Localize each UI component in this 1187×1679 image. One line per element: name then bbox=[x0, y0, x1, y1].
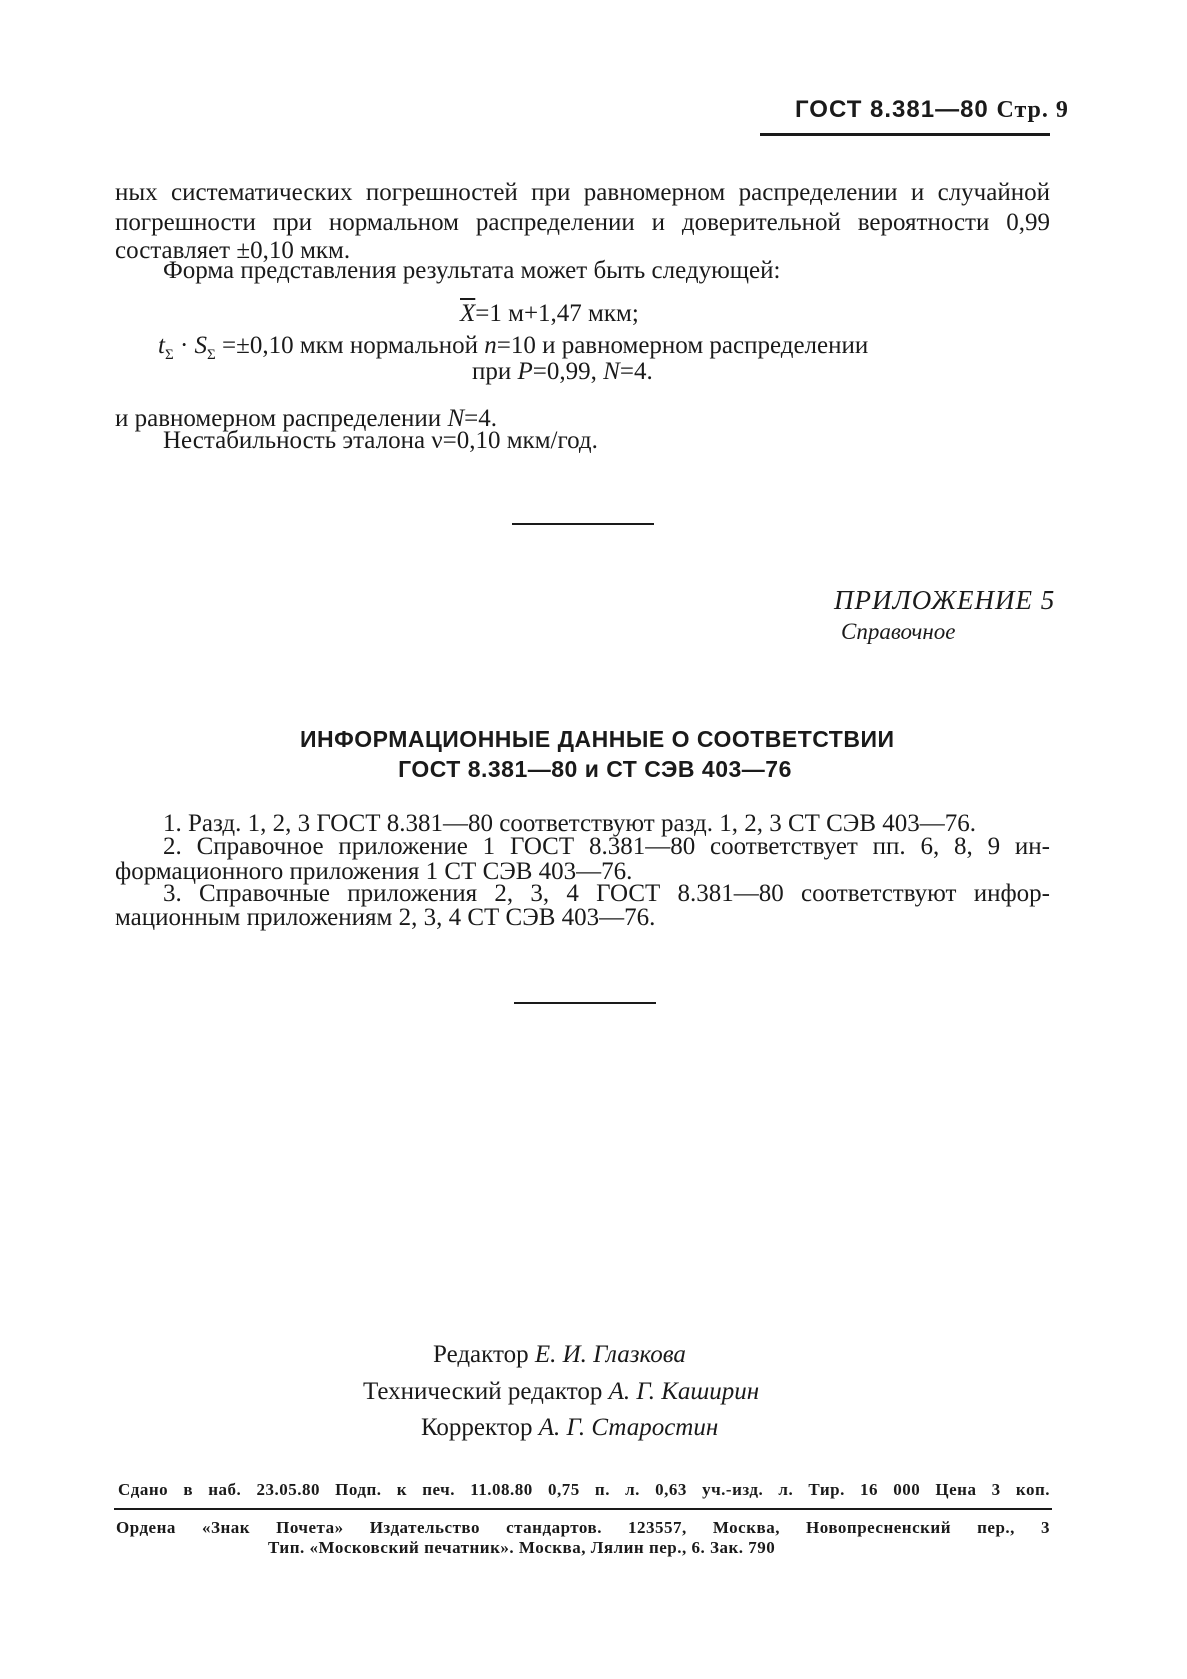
tech-editor-name: А. Г. Каширин bbox=[608, 1378, 760, 1405]
s-subscript: Σ bbox=[207, 347, 216, 363]
s-symbol: S bbox=[194, 332, 208, 359]
body-line-3: составляет ±0,10 мкм. bbox=[115, 237, 351, 264]
imprint-line-3: Тип. «Московский печатник». Москва, Лялин пер., 6. Зак. 790 bbox=[268, 1538, 776, 1557]
page-number: Стр. 9 bbox=[996, 97, 1069, 123]
formula-line-3 bbox=[472, 358, 653, 386]
formula-line-2-eq: =±0,10 мкм нормальной bbox=[215, 332, 485, 359]
credit-proofreader bbox=[421, 1414, 718, 1442]
n-symbol: n bbox=[484, 332, 497, 359]
tech-editor-role: Технический редактор bbox=[363, 1378, 603, 1405]
after-line-2: Нестабильность эталона ν=0,10 мкм/год. bbox=[163, 427, 598, 454]
section-separator bbox=[512, 523, 654, 525]
body-line-4: Форма представления результата может быть следующей: bbox=[163, 257, 781, 284]
body-line-1: ных систематических погрешностей при равномерном распределении и случайной bbox=[115, 179, 1050, 206]
imprint-rule bbox=[114, 1508, 1052, 1510]
after-n-symbol: N bbox=[447, 405, 465, 432]
formula-line-3-mid: =0,99, bbox=[532, 358, 604, 385]
header-rule bbox=[760, 133, 1050, 136]
imprint-line-1: Сдано в наб. 23.05.80 Подп. к печ. 11.08.80 0,75 п. л. 0,63 уч.-изд. л. Тир. 16 000 Цена 3 коп. bbox=[118, 1480, 1050, 1499]
editor-role: Редактор bbox=[433, 1341, 529, 1368]
dot-operator: · bbox=[173, 332, 195, 359]
formula-line-3-pre: при bbox=[472, 358, 518, 385]
editor-name: Е. И. Глазкова bbox=[534, 1341, 686, 1368]
appendix-item-3-cont: мационным приложениям 2, 3, 4 СТ СЭВ 403—76. bbox=[115, 904, 656, 931]
formula-line-1-text: =1 м+1,47 мкм; bbox=[475, 300, 639, 327]
proofreader-role: Корректор bbox=[421, 1414, 533, 1441]
appendix-item-2-cont: формационного приложения 1 СТ СЭВ 403—76. bbox=[115, 858, 633, 885]
end-separator bbox=[514, 1002, 656, 1004]
formula-line-1 bbox=[460, 300, 639, 328]
appendix-item-1: 1. Разд. 1, 2, 3 ГОСТ 8.381—80 соответствуют разд. 1, 2, 3 СТ СЭВ 403—76. bbox=[163, 810, 976, 837]
body-line-2: погрешности при нормальном распределении и доверительной вероятности 0,99 bbox=[115, 209, 1050, 236]
x-bar-symbol: $\overline{X}$ bbox=[460, 300, 476, 327]
p-symbol: P bbox=[517, 358, 533, 385]
standard-number: ГОСТ 8.381—80 bbox=[795, 96, 989, 123]
nn-symbol: N bbox=[603, 358, 620, 385]
appendix-heading-line-2: ГОСТ 8.381—80 и СТ СЭВ 403—76 bbox=[398, 756, 792, 782]
appendix-subtitle: Справочное bbox=[841, 619, 956, 644]
t-symbol: t bbox=[158, 332, 165, 359]
page-header bbox=[795, 96, 1069, 124]
after-line-1-pre: и равномерном распределении bbox=[115, 405, 448, 432]
credit-tech-editor bbox=[363, 1378, 759, 1406]
imprint-line-2: Ордена «Знак Почета» Издательство стандартов. 123557, Москва, Новопресненский пер., 3 bbox=[116, 1518, 1050, 1537]
after-line-1-tail: =4. bbox=[464, 405, 497, 432]
formula-line-3-tail: =4. bbox=[619, 358, 653, 385]
appendix-item-3: 3. Справочные приложения 2, 3, 4 ГОСТ 8.381—80 соответствуют инфор- bbox=[163, 880, 1050, 907]
credit-editor bbox=[433, 1341, 686, 1369]
formula-line-2-tail: =10 и равномерном распределении bbox=[496, 332, 869, 359]
appendix-heading-line-1: ИНФОРМАЦИОННЫЕ ДАННЫЕ О СООТВЕТСТВИИ bbox=[300, 726, 895, 752]
appendix-item-2: 2. Справочное приложение 1 ГОСТ 8.381—80 соответствует пп. 6, 8, 9 ин- bbox=[163, 833, 1050, 860]
appendix-title: ПРИЛОЖЕНИЕ 5 bbox=[834, 585, 1056, 615]
t-subscript: Σ bbox=[164, 347, 174, 363]
proofreader-name: А. Г. Старостин bbox=[538, 1414, 719, 1441]
